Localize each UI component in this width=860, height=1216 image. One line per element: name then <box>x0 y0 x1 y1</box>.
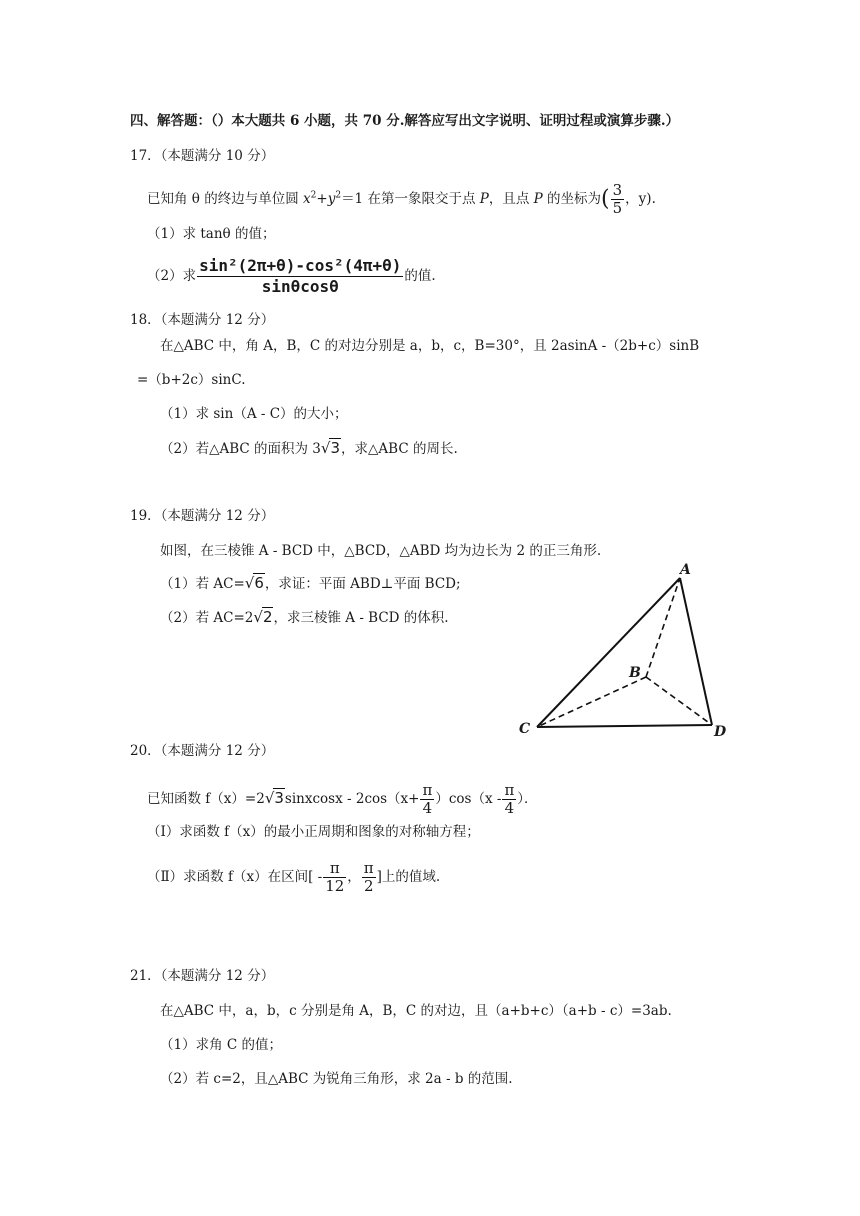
q17-stem: 已知角 θ 的终边与单位圆 $x^2+y^2=1$ 在第一象限交于点 P，且点 P 的坐标为( $\frac{3}{5}$ ，y). <box>147 181 656 217</box>
label-b: B <box>629 665 641 681</box>
pi-over-2: $\frac{\pi}{2}$ <box>363 859 374 895</box>
edge-bc <box>537 677 646 727</box>
label-d: D <box>714 724 727 740</box>
q18-stem-line1: 在△ABC 中，角 A，B，C 的对边分别是 a，b，c，B=30°，且 2asinA -（2b+c）sinB <box>160 338 700 354</box>
sqrt-6: √6 <box>244 574 264 592</box>
sqrt-3-b: √3 <box>264 789 284 807</box>
tetrahedron-figure <box>514 560 744 740</box>
q18-sub2: （2）若△ABC 的面积为 3√3，求△ABC 的周长. <box>160 439 458 457</box>
q21-sub2: （2）若 c=2，且△ABC 为锐角三角形，求 2a - b 的范围. <box>160 1071 513 1087</box>
edge-cd <box>537 725 712 727</box>
edge-ac <box>537 578 680 727</box>
q20-header: 20．（本题满分 12 分） <box>130 743 275 759</box>
q18-sub1: （1）求 sin（A - C）的大小； <box>160 406 348 422</box>
pi-over-4-a: $\frac{\pi}{4}$ <box>422 781 433 817</box>
section-title: 四、解答题：（）本大题共 6 小题，共 70 分.解答应写出文字说明、证明过程或演算步骤.） <box>130 113 680 129</box>
q20-sub1: （Ⅰ）求函数 f（x）的最小正周期和图象的对称轴方程； <box>147 824 480 840</box>
pi-over-12: $\frac{\pi}{12}$ <box>325 859 345 895</box>
sqrt-2: √2 <box>253 608 273 626</box>
q21-stem: 在△ABC 中，a，b，c 分别是角 A，B，C 的对边，且（a+b+c）（a+b - c）=3ab. <box>160 1003 672 1019</box>
q17-sub1: （1）求 tanθ 的值； <box>147 226 276 242</box>
q21-sub1: （1）求角 C 的值； <box>160 1037 283 1053</box>
label-c: C <box>519 721 531 737</box>
pi-over-4-b: $\frac{\pi}{4}$ <box>504 781 515 817</box>
q19-header: 19．（本题满分 12 分） <box>130 508 275 524</box>
q17-expression-fraction: $\frac{\text{sin²(2π+θ)-cos²(4π+θ)}}{\sin\theta\cos\theta}$ <box>199 256 402 296</box>
label-a: A <box>680 562 691 578</box>
q19-sub1: （1）若 AC=√6，求证：平面 ABD⊥平面 BCD; <box>160 574 461 592</box>
q19-stem: 如图，在三棱锥 A - BCD 中，△BCD，△ABD 均为边长为 2 的正三角形. <box>160 543 602 559</box>
sqrt-3: √3 <box>320 439 341 457</box>
q17-point-fraction: $\frac{3}{5}$ <box>612 181 623 217</box>
q21-header: 21．（本题满分 12 分） <box>130 968 275 984</box>
edge-ba <box>646 578 680 677</box>
q20-sub2: （Ⅱ）求函数 f（x）在区间[ - $\frac{\pi}{12}$ ， $\frac{\pi}{2}$ ]上的值域. <box>147 859 441 895</box>
edge-ad <box>680 578 712 725</box>
q18-header: 18．（本题满分 12 分） <box>130 312 275 328</box>
q18-stem-line2: =（b+2c）sinC. <box>137 372 246 388</box>
q19-sub2: （2）若 AC=2√2，求三棱锥 A - BCD 的体积. <box>160 608 449 626</box>
q20-stem: 已知函数 f（x）=2√3sinxcosx - 2cos（x+ $\frac{\pi}{4}$ ）cos（x - $\frac{\pi}{4}$ ）． <box>147 781 538 817</box>
q17-header: 17．（本题满分 10 分） <box>130 148 275 164</box>
q17-sub2: （2）求 $\frac{\text{sin²(2π+θ)-cos²(4π+θ)}}{\sin\theta\cos\theta}$ 的值. <box>147 256 436 296</box>
